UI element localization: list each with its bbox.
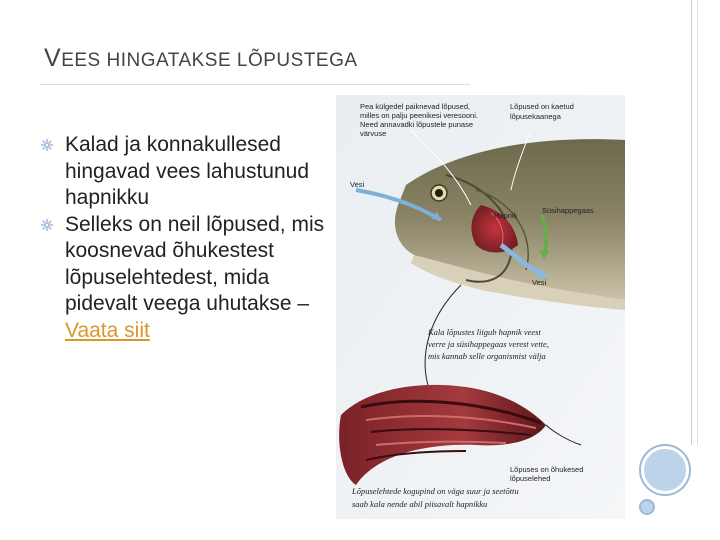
bullet-item [40, 132, 330, 212]
bullet-text: Selleks on neil lõpused, mis koosnevad õhukestest lõpuselehtedest, mida pidevalt veega uhutakse – [65, 212, 325, 315]
flower-bullet-icon [40, 138, 54, 152]
title-divider [40, 84, 470, 85]
slide-title-first-letter: V [44, 44, 62, 72]
bullet-item [40, 212, 330, 345]
annotation-right-line: lõpusekaanega [510, 112, 561, 121]
annotation-left-line: milles on palju peenikesi veresooni. [360, 111, 478, 120]
caption-middle-line: mis kannab selle organismist välja [428, 351, 546, 361]
label-hapnik: Hapnik [494, 211, 518, 220]
annotation-left-line: värvuse [360, 129, 387, 138]
caption-right-bottom-line: lõpuselehed [510, 474, 551, 483]
flower-bullet-icon [40, 218, 54, 232]
label-vesi-out: Vesi [532, 278, 547, 287]
caption-middle-line: verre ja süsihappegaas verest vette, [428, 339, 549, 349]
caption-right-bottom-line: Lõpuses on õhukesed [510, 465, 584, 474]
annotation-left-line: Pea külgedel paiknevad lõpused, [360, 102, 471, 111]
decorative-circle [641, 446, 689, 494]
caption-middle [427, 327, 551, 361]
slide-title-rest: EES HINGATAKSE LÕPUSTEGA [61, 50, 358, 71]
label-vesi-in: Vesi [350, 180, 365, 189]
bullet-list [40, 132, 330, 344]
caption-bottom-line: Lõpuselehtede kogupind on väga suur ja seetõttu [352, 486, 519, 496]
annotation-right-line: Lõpused on kaetud [510, 102, 574, 111]
decorative-small-circle [641, 501, 653, 513]
slide-title [44, 44, 358, 73]
label-susihappegaas: Süsihappegaas [542, 206, 594, 215]
caption-middle-line: Kala lõpustes liigub hapnik veest [428, 327, 541, 337]
fish-gills-illustration [336, 95, 625, 519]
annotation-left-line: Need annavadki lõpustele punase [360, 120, 474, 129]
bullet-text: Kalad ja konnakullesed hingavad vees lahustunud hapnikku [65, 133, 310, 209]
decorative-vertical-line [697, 0, 698, 445]
decorative-vertical-line [691, 0, 692, 445]
vaata-siit-link[interactable]: Vaata siit [65, 318, 150, 342]
caption-bottom-line: saab kala nende abil piisavalt hapnikku [352, 499, 488, 509]
